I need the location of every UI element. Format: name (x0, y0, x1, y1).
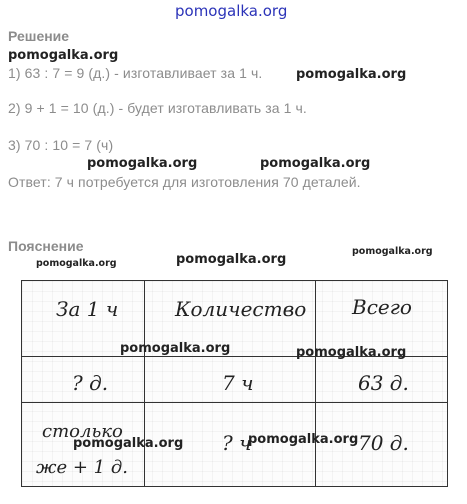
explanation-table (21, 280, 448, 487)
header-per-hour: За 1 ч (56, 297, 119, 321)
table-col-divider (144, 281, 145, 486)
watermark: pomogalka.org (36, 258, 117, 269)
cell-r2-per-hour-line1: столько (42, 421, 123, 442)
cell-r2-total: 70 д. (358, 431, 409, 455)
watermark: pomogalka.org (73, 436, 184, 451)
explanation-title: Пояснение (8, 238, 84, 254)
cell-r1-quantity: 7 ч (222, 371, 254, 395)
watermark-top: pomogalka.org (175, 2, 288, 20)
watermark: pomogalka.org (260, 156, 371, 171)
watermark: pomogalka.org (8, 48, 119, 63)
header-total: Всего (352, 295, 412, 319)
watermark: pomogalka.org (296, 67, 407, 82)
cell-r1-total: 63 д. (358, 371, 409, 395)
watermark: pomogalka.org (87, 156, 198, 171)
header-quantity: Количество (175, 297, 307, 321)
watermark: pomogalka.org (176, 252, 287, 267)
solution-line-2: 2) 9 + 1 = 10 (д.) - будет изготавливать за 1 ч. (8, 100, 307, 116)
watermark: pomogalka.org (352, 246, 433, 257)
solution-answer: Ответ: 7 ч потребуется для изготовления 70 деталей. (8, 174, 361, 190)
table-col-divider (315, 281, 316, 486)
solution-line-3: 3) 70 : 10 = 7 (ч) (8, 137, 114, 153)
watermark: pomogalka.org (248, 432, 359, 447)
watermark: pomogalka.org (296, 345, 407, 360)
cell-r1-per-hour: ? д. (72, 371, 109, 395)
solution-title: Решение (8, 28, 70, 44)
solution-line-1: 1) 63 : 7 = 9 (д.) - изготавливает за 1 ч. (8, 65, 263, 81)
watermark: pomogalka.org (120, 341, 231, 356)
cell-r2-quantity: ? ч (222, 431, 252, 455)
table-row-divider (22, 402, 447, 403)
cell-r2-per-hour-line2: же + 1 д. (36, 457, 128, 478)
